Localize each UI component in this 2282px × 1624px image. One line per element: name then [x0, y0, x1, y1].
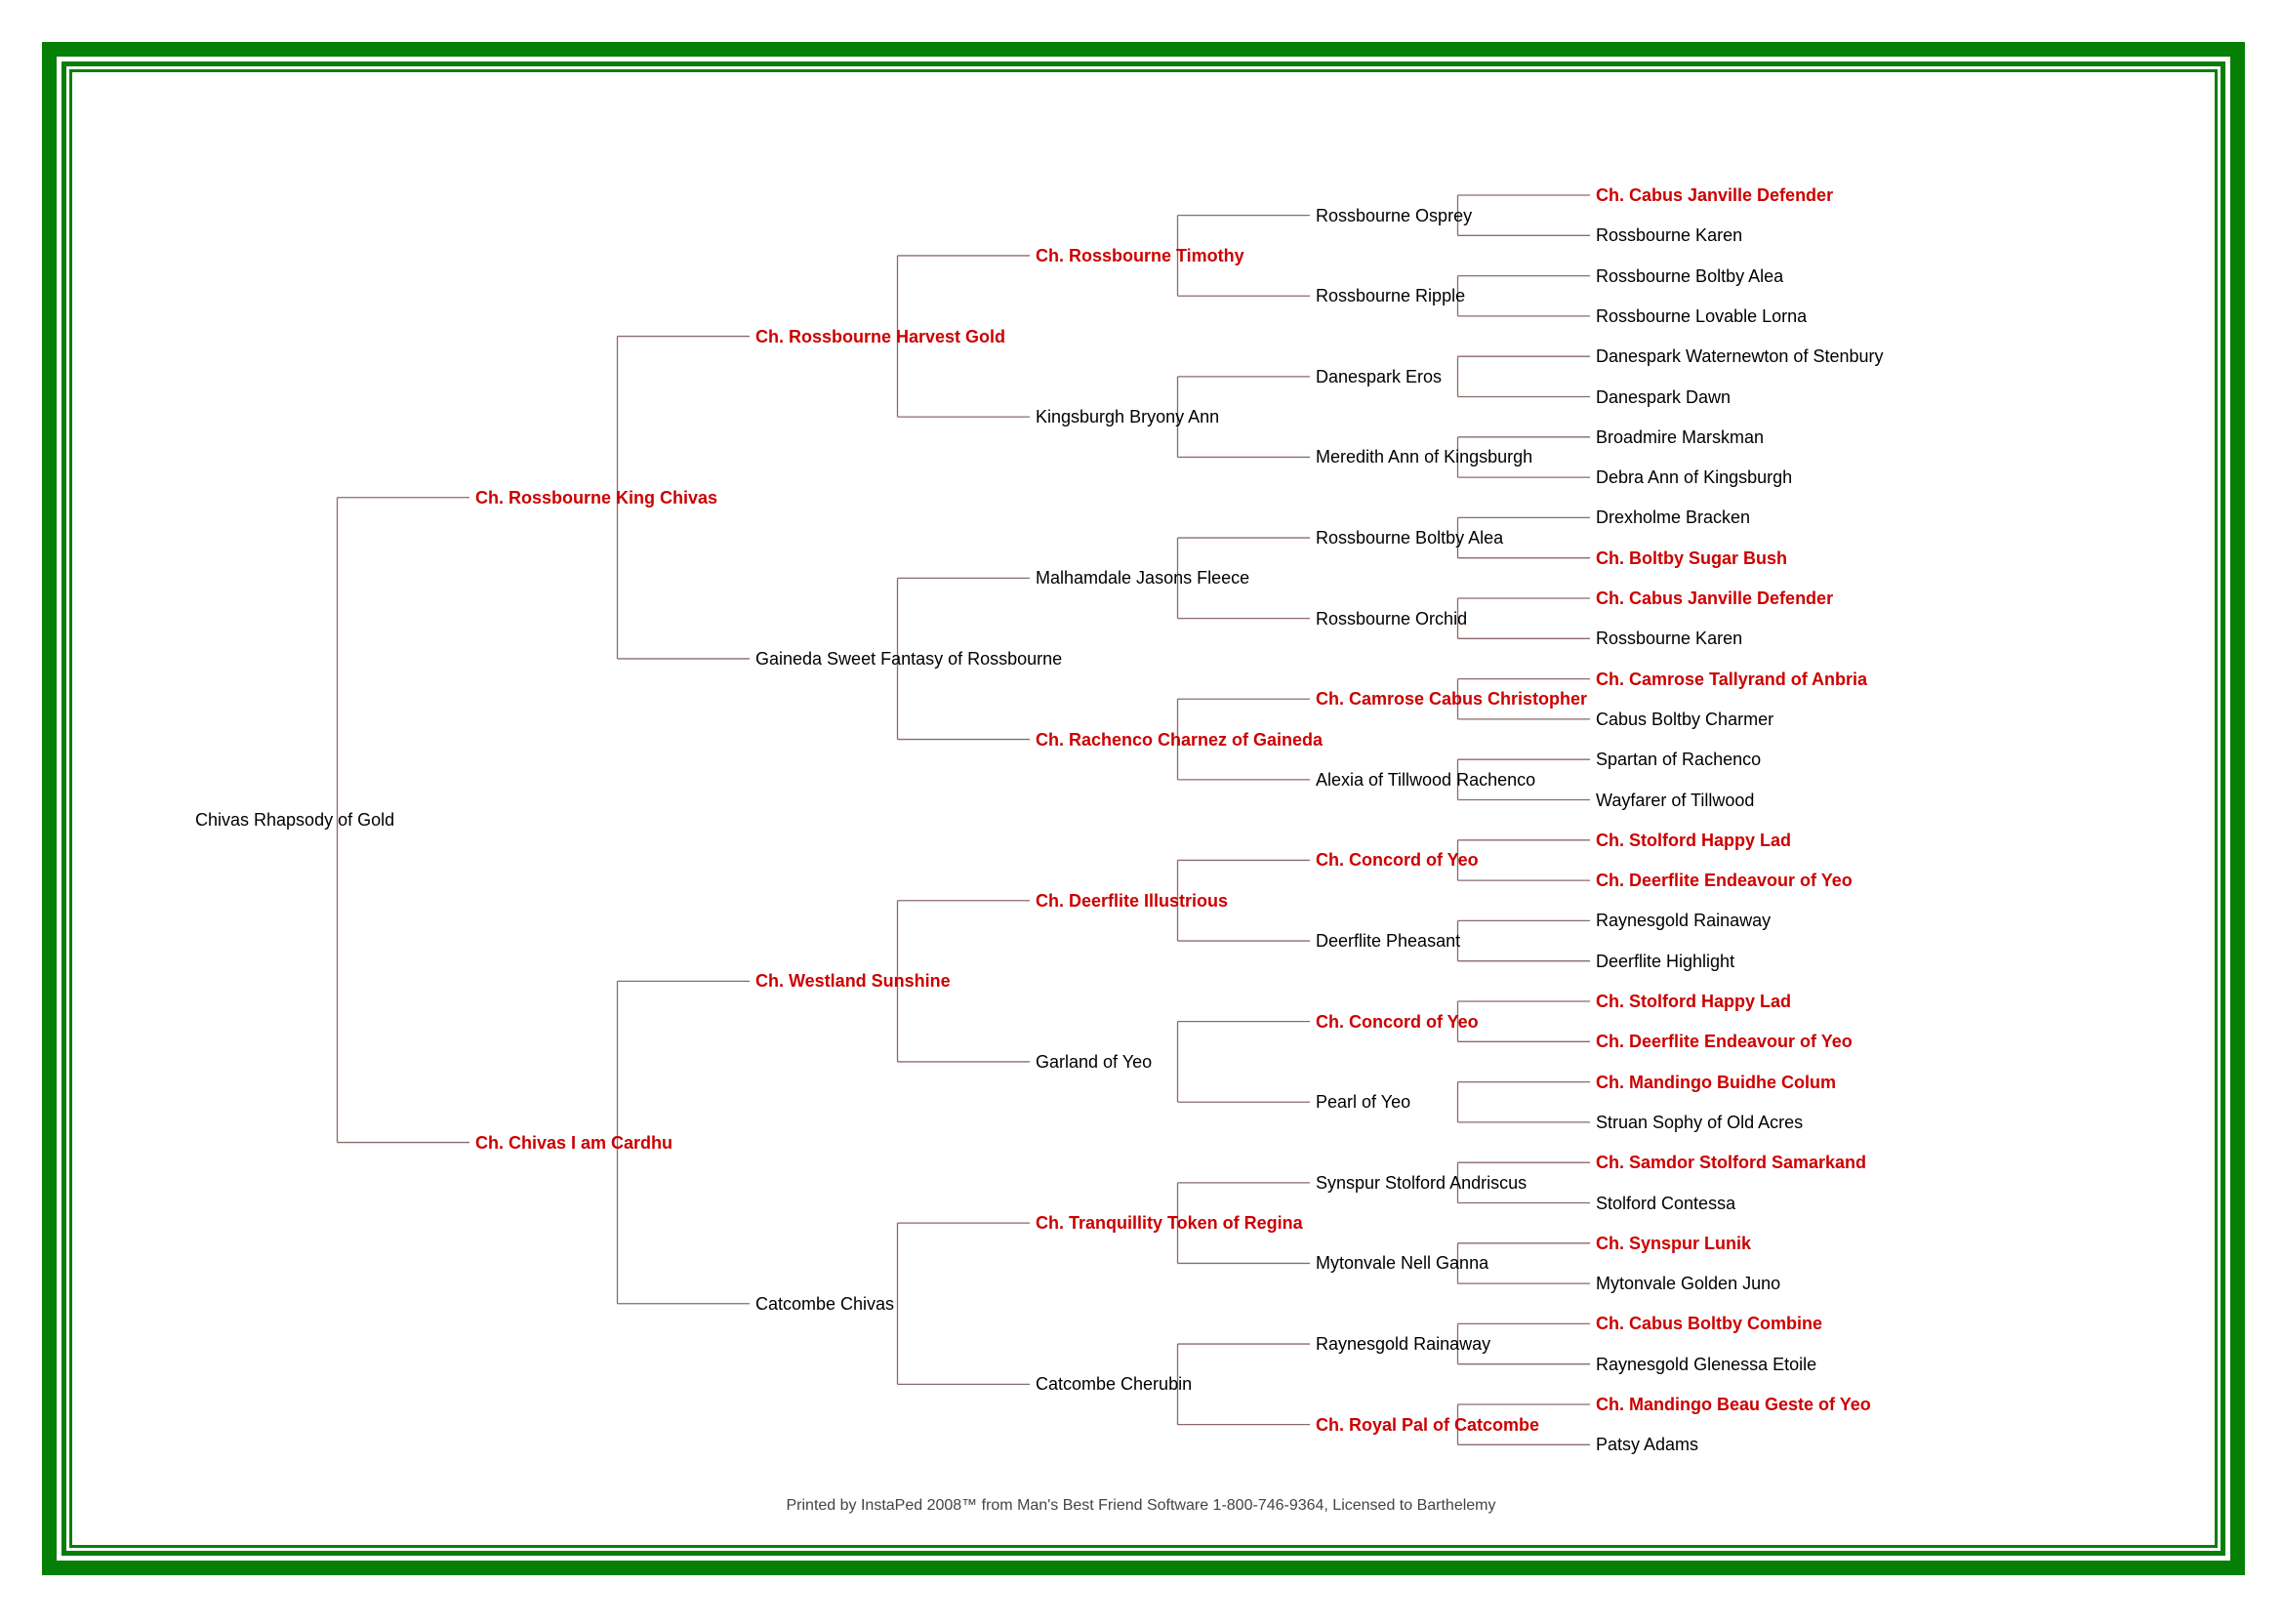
ancestor-gen5: Ch. Stolford Happy Lad — [1596, 830, 1791, 850]
ancestor-gen5: Danespark Dawn — [1596, 386, 1732, 407]
ancestor-great-grandparents: Ch. Deerflite Illustrious — [1036, 890, 1229, 911]
ancestor-great-grandparents: Ch. Rossbourne Timothy — [1036, 245, 1244, 265]
ancestor-gen5: Struan Sophy of Old Acres — [1596, 1112, 1804, 1132]
ancestor-gen4: Ch. Concord of Yeo — [1316, 1011, 1479, 1032]
ancestor-great-grandparents: Kingsburgh Bryony Ann — [1036, 407, 1220, 427]
ancestor-gen5: Rossbourne Karen — [1596, 629, 1743, 649]
ancestor-gen5: Ch. Deerflite Endeavour of Yeo — [1596, 871, 1853, 891]
ancestor-gen5: Patsy Adams — [1596, 1435, 1699, 1455]
ancestor-parents: Ch. Chivas I am Cardhu — [475, 1132, 673, 1153]
ancestor-grandparents: Ch. Rossbourne Harvest Gold — [755, 326, 1006, 346]
ancestor-grandparents: Catcombe Chivas — [755, 1293, 895, 1314]
ancestor-gen4: Ch. Concord of Yeo — [1316, 850, 1479, 871]
ancestor-gen5: Rossbourne Karen — [1596, 225, 1743, 246]
ancestor-gen4: Alexia of Tillwood Rachenco — [1316, 769, 1536, 790]
ancestor-gen5: Rossbourne Boltby Alea — [1596, 265, 1784, 286]
ancestor-gen5: Ch. Stolford Happy Lad — [1596, 992, 1791, 1011]
ancestor-gen4: Raynesgold Rainaway — [1316, 1334, 1491, 1355]
subject-dog: Chivas Rhapsody of Gold — [195, 810, 395, 831]
ancestor-gen4: Rossbourne Osprey — [1316, 205, 1473, 225]
ancestor-grandparents: Gaineda Sweet Fantasy of Rossbourne — [755, 648, 1063, 669]
ancestor-gen5: Rossbourne Lovable Lorna — [1596, 305, 1808, 326]
ancestor-gen5: Stolford Contessa — [1596, 1193, 1736, 1213]
ancestor-gen4: Deerflite Pheasant — [1316, 931, 1461, 952]
ancestor-gen5: Ch. Cabus Janville Defender — [1596, 589, 1834, 608]
ancestor-gen5: Deerflite Highlight — [1596, 951, 1735, 971]
ancestor-gen5: Cabus Boltby Charmer — [1596, 709, 1774, 729]
ancestor-gen4: Mytonvale Nell Ganna — [1316, 1253, 1489, 1274]
ancestor-gen5: Spartan of Rachenco — [1596, 750, 1762, 770]
ancestor-gen5: Ch. Samdor Stolford Samarkand — [1596, 1153, 1867, 1173]
ancestor-great-grandparents: Garland of Yeo — [1036, 1051, 1153, 1072]
ancestor-gen5: Ch. Synspur Lunik — [1596, 1233, 1752, 1253]
ancestor-gen4: Danespark Eros — [1316, 366, 1443, 386]
ancestor-gen5: Debra Ann of Kingsburgh — [1596, 467, 1793, 488]
ancestor-gen5: Ch. Cabus Janville Defender — [1596, 185, 1834, 205]
ancestor-gen5: Ch. Camrose Tallyrand of Anbria — [1596, 669, 1868, 689]
ancestor-gen4: Rossbourne Orchid — [1316, 608, 1468, 629]
ancestor-gen4: Rossbourne Ripple — [1316, 286, 1466, 306]
ancestor-great-grandparents: Ch. Rachenco Charnez of Gaineda — [1036, 729, 1324, 750]
ancestor-gen5: Ch. Deerflite Endeavour of Yeo — [1596, 1032, 1853, 1052]
ancestor-gen4: Ch. Royal Pal of Catcombe — [1316, 1414, 1540, 1435]
print-footer: Printed by InstaPed 2008™ from Man's Best Friend Software 1-800-746-9364, Licensed to Barthelemy — [786, 1497, 1496, 1514]
ancestor-gen5: Ch. Boltby Sugar Bush — [1596, 548, 1788, 568]
ancestor-gen5: Raynesgold Glenessa Etoile — [1596, 1354, 1817, 1374]
ancestor-gen5: Wayfarer of Tillwood — [1596, 790, 1755, 810]
ancestor-grandparents: Ch. Westland Sunshine — [755, 971, 951, 992]
ancestor-great-grandparents: Ch. Tranquillity Token of Regina — [1036, 1213, 1303, 1234]
ancestor-great-grandparents: Catcombe Cherubin — [1036, 1374, 1193, 1395]
ancestor-gen5: Ch. Mandingo Beau Geste of Yeo — [1596, 1395, 1871, 1414]
ancestor-gen5: Broadmire Marskman — [1596, 426, 1765, 447]
ancestor-gen5: Danespark Waternewton of Stenbury — [1596, 346, 1884, 367]
ancestor-parents: Ch. Rossbourne King Chivas — [475, 487, 718, 508]
ancestor-gen4: Pearl of Yeo — [1316, 1092, 1411, 1113]
ancestor-gen4: Rossbourne Boltby Alea — [1316, 528, 1504, 548]
ancestor-great-grandparents: Malhamdale Jasons Fleece — [1036, 568, 1250, 589]
ancestor-gen5: Ch. Mandingo Buidhe Colum — [1596, 1072, 1836, 1092]
ancestor-gen4: Synspur Stolford Andriscus — [1316, 1172, 1528, 1193]
ancestor-gen5: Ch. Cabus Boltby Combine — [1596, 1314, 1823, 1334]
ancestor-gen4: Ch. Camrose Cabus Christopher — [1316, 689, 1588, 710]
ancestor-gen5: Raynesgold Rainaway — [1596, 911, 1772, 931]
ancestor-gen5: Mytonvale Golden Juno — [1596, 1274, 1781, 1294]
ancestor-gen4: Meredith Ann of Kingsburgh — [1316, 447, 1533, 467]
ancestor-gen5: Drexholme Bracken — [1596, 508, 1751, 528]
